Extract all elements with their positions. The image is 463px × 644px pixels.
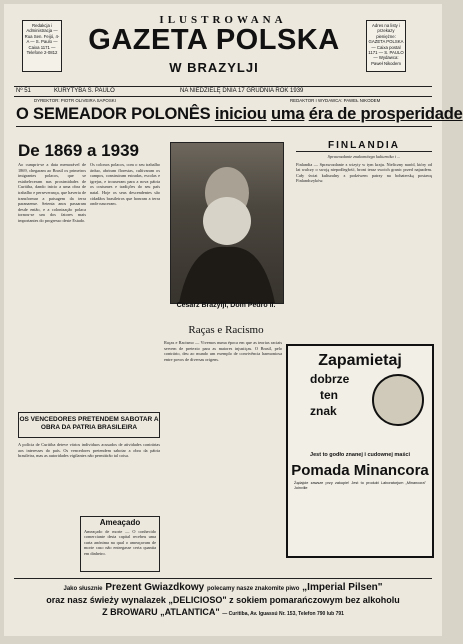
editor: REDAKTOR I WYDAWCA: PAWEŁ NIKODEM [290,98,381,103]
lead-text: Ao cumprir-se a data memorável de 1869, chegaram ao Brasil os primeiros imigrantes polacos, que se estabeleceram nas proximidades de Curitiba, dando inicio a uma obra de trabalho e perseverança, que haveria de transformar a paisagem da terra paranaense. Setenta anos passaram desde então, e a colonização polaca tornou-se um dos fatores mais importantes do progresso deste Estado. [18,162,86,223]
racismo-text: Raças e Racismo — Vivemos numa época em que as teorias raciais servem de pretexto para as maiores injustiças. O Brasil, pelo contrário, deu ao mundo um exemplo de convivência harmoniosa entre povos de diversas origens. [164,340,282,362]
left-story-text: A polícia de Curitiba deteve vários individuos acusados de atividades contrárias aos interesses do país. Os vencedores pretendem sabotar a obra da pátria brasileira, mas as autoridades vigilantes não permitirão tal coisa. [18,442,160,459]
issue-number: Nº 51 [16,88,31,94]
bottom-ad-l1-pre: Jako słusznie [63,586,103,592]
ad-line-4: znak [310,404,337,418]
left-story-title: OS VENCEDORES PRETENDEM SABOTAR A OBRA DA PATRIA BRASILEIRA [19,416,159,431]
racismo-title: Raças e Racismo [188,324,264,336]
minancora-seal-icon [372,374,424,426]
finlandia-title: FINLANDIA [296,140,432,152]
portrait-illustration [171,143,283,303]
ameacado-title: Ameaçado [99,518,141,527]
newspaper-subtitle: W BRAZYLJI [169,60,259,75]
lead-title: De 1869 a 1939 [18,141,139,160]
issue-city: KURYTYBA S. PAULO [54,88,115,94]
main-headline [16,105,463,127]
pomada-minancora-ad [286,344,434,558]
ad-line-2: dobrze [310,372,350,386]
headline-part-2: iniciou [214,105,267,123]
right-ear-box: Adres na listy i przekazy pieniężne: GAZETA POLSKA — Caixa postal 1171 — S. PAULO — Wydawca: Paweł Nikodem [366,20,406,72]
director: DYREKTOR: PIOTR OLIVEIRA SAPOSKI [34,98,116,103]
ad-line-1: Zapamietaj [318,352,402,369]
headline-part-3: uma [271,105,305,123]
newspaper-title: GAZETA POLSKA [88,24,340,56]
bottom-ad-l3-b: „ATLANTICA" [160,607,220,617]
left-story-headline-box [18,412,160,438]
ad-tagline: Jest to godło znanej i cudownej maści [310,452,410,458]
finlandia-byline: Sprawozdanie znakomitego kulturnika i ... [327,154,401,159]
bottom-ad-line-2 [14,595,432,605]
portrait-photo [170,142,284,304]
lead-column-2 [90,162,160,410]
ad-footer: Żądajcie zawsze przy zakupie! Jest to produkt Laboratorjum „Minancora" Joinville [294,481,426,490]
lead-column-1 [18,162,86,410]
bottom-ad-l3-c: — Curitiba, Av. Iguassú Nr. 153, Telefon 790 lub 791 [222,611,344,617]
masthead [4,4,442,98]
supertitle: ILUSTROWANA [159,14,287,26]
bottom-ad-line-1 [14,582,432,593]
bottom-ad-l1-brand2: „Imperial Pilsen" [302,582,383,593]
bottom-ad-l2-post: z sokiem pomarańczowym bez alkoholu [229,595,400,605]
bottom-ad-line-3 [14,607,432,617]
bottom-ad-l3-a: Z BROWARU [102,607,158,617]
left-ear-box: Redakcja i Administracja — Rua Sen. Feijó, 4-A — S. Paulo — Caixa 1171 — Telefone 2-0812 [22,20,62,72]
ameacado-text: Ameaçado de morte — O conhecido comerciante desta capital recebeu uma carta anónima na qual o ameaçavam de morte caso não entregasse certa quantia em dinheiro. [84,528,156,556]
bottom-beer-ad [14,578,432,629]
ad-product: Pomada Minancora [291,462,429,479]
finlandia-text: Finlandia — Sprawozdanie z wizyty w tym kraju. Nieliczny naród, który od lat walczy o swoją niepodległość, broni teraz swoich granic przed najazdem. Cały świat kulturalny z podziwem patrzy na bohaterską postawę Finlandczyków. [296,161,432,184]
issue-date: NA NIEDZIELĘ DNIA 17 GRUDNIA ROK 1939 [180,88,304,94]
ameacado-box [80,516,160,572]
mid-text: Os colonos polacos, com o seu trabalho árduo, abriram florestas, cultivaram os campos, construiram estradas, escolas e igrejas, e trouxeram para a nova pátria os costumes e tradições do seu país natal. Hoje os seus descendentes são cidadãos brasileiros que honram a terra onde nasceram. [90,162,160,207]
bottom-ad-l2-brand: „DELICIOSO" [168,595,227,605]
newspaper-page [4,4,463,636]
racismo-column [164,340,282,572]
bottom-ad-l1-brand: Prezent Gwiazdkowy [105,582,205,593]
headline-part-1: O SEMEADOR POLONÊS [16,105,211,123]
photo-caption: Cesarz Brazylji, Dom Pedro II. [176,302,276,309]
issue-line [14,86,432,97]
finlandia-column [296,154,432,338]
bottom-ad-l1-mid: polecamy nasze znakomite piwo [207,586,300,592]
headline-part-4: éra de prosperidade [308,105,463,123]
ad-line-3: ten [320,388,338,402]
left-story-column [18,442,160,512]
bottom-ad-l2-pre: oraz nasz świeży wynalazek [46,595,166,605]
